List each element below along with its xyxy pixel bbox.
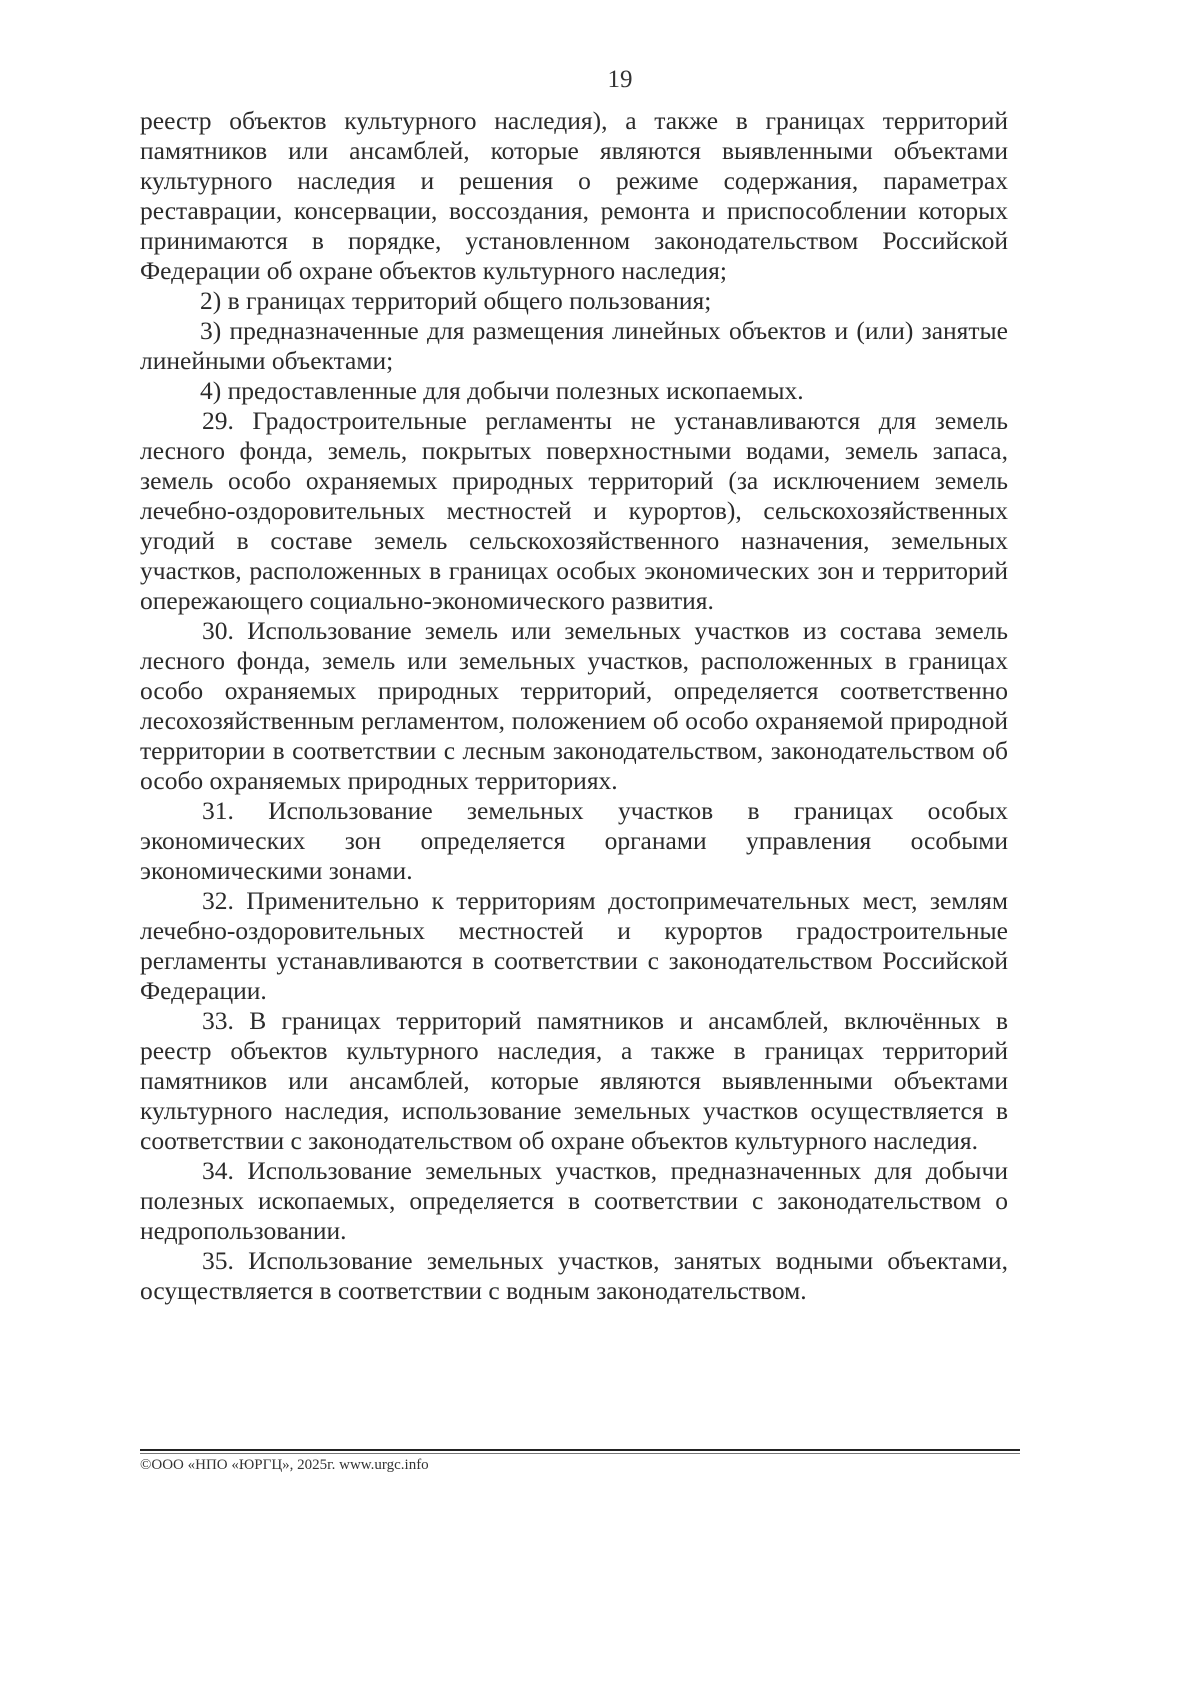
footer-divider (140, 1449, 1020, 1451)
footer-copyright: ©ООО «НПО «ЮРГЦ», 2025г. www.urgc.info (140, 1457, 429, 1473)
clause-35: 35. Использование земельных участков, занятых водными объектами, осуществляется в соответствии с водным законодательством. (140, 1246, 1008, 1305)
list-item-3: 3) предназначенные для размещения линейных объектов и (или) занятые линейными объектами; (140, 316, 1008, 375)
list-item-4: 4) предоставленные для добычи полезных ископаемых. (200, 376, 804, 405)
paragraph-continuation: реестр объектов культурного наследия), а также в границах территорий памятников или ансамблей, которые являются выявленными объектами культурного наследия и решения о режиме содержания, параметрах реставрации, консервации, воссоздания, ремонта и приспособлении которых принимаются в порядке, установленном законодательством Российской Федерации об охране объектов культурного наследия; (140, 106, 1008, 285)
clause-32: 32. Применительно к территориям достопримечательных мест, землям лечебно-оздоровительных местностей и курортов градостроительные регламенты устанавливаются в соответствии с законодательством Российской Федерации. (140, 886, 1008, 1005)
clause-31: 31. Использование земельных участков в границах особых экономических зон определяется органами управления особыми экономическими зонами. (140, 796, 1008, 885)
clause-34: 34. Использование земельных участков, предназначенных для добычи полезных ископаемых, определяется в соответствии с законодательством о недропользовании. (140, 1156, 1008, 1245)
page-number: 19 (607, 66, 633, 93)
list-item-2: 2) в границах территорий общего пользования; (200, 286, 712, 315)
clause-33: 33. В границах территорий памятников и ансамблей, включённых в реестр объектов культурного наследия, а также в границах территорий памятников или ансамблей, которые являются выявленными объектами культурного наследия, использование земельных участков осуществляется в соответствии с законодательством об охране объектов культурного наследия. (140, 1006, 1008, 1155)
document-body (140, 106, 1008, 1306)
clause-30: 30. Использование земель или земельных участков из состава земель лесного фонда, земель или земельных участков, расположенных в границах особо охраняемых природных территорий, определяется соответственно лесохозяйственным регламентом, положением об особо охраняемой природной территории в соответствии с лесным законодательством, законодательством об особо охраняемых природных территориях. (140, 616, 1008, 795)
clause-29: 29. Градостроительные регламенты не устанавливаются для земель лесного фонда, земель, покрытых поверхностными водами, земель запаса, земель особо охраняемых природных территорий (за исключением земель лечебно-оздоровительных местностей и курортов), сельскохозяйственных угодий в составе земель сельскохозяйственного назначения, земельных участков, расположенных в границах особых экономических зон и территорий опережающего социально-экономического развития. (140, 406, 1008, 615)
